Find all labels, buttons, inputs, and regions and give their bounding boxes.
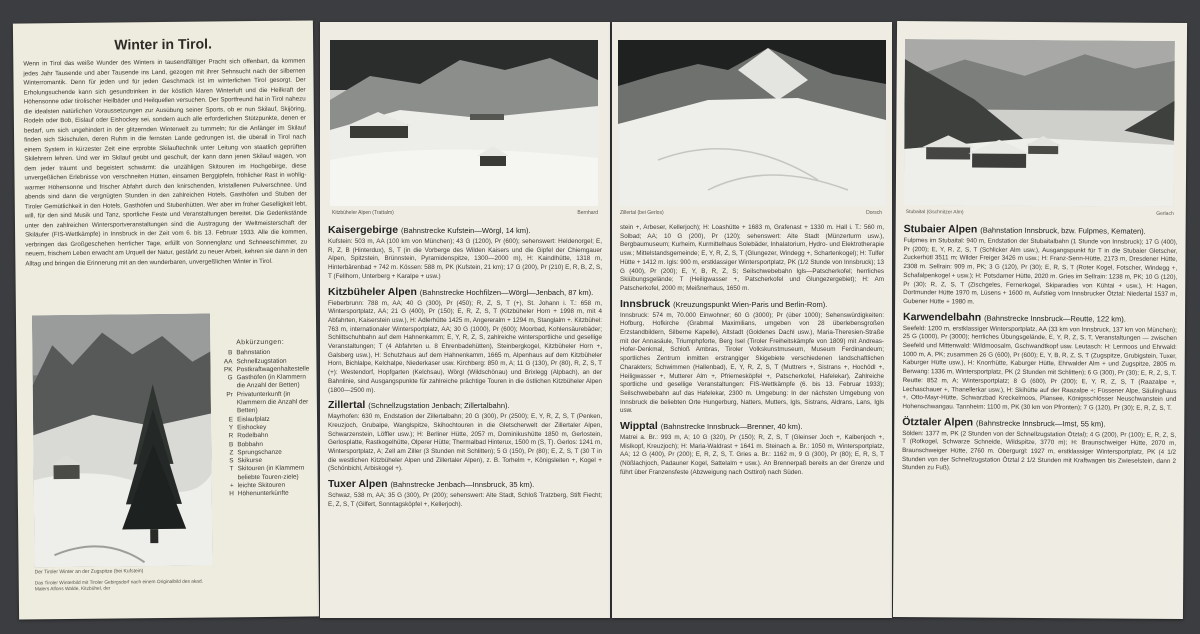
photo-caption: Stubaital (Gschnitzer Alm)	[905, 209, 964, 216]
abbreviation-value: Bobbahn	[237, 440, 263, 448]
section-heading	[902, 416, 1176, 431]
section-route: (Bahnstrecke Innsbruck—Brenner, 40 km).	[660, 422, 803, 432]
section-title: Stubaier Alpen	[903, 223, 978, 236]
section-route: (Schnellzugstation Jenbach; Zillertalbahn).	[368, 401, 510, 411]
section-route: (Bahnstation Innsbruck, bzw. Fulpmes, Kematen).	[980, 225, 1146, 236]
photo-caption: Kitzbüheler Alpen (Trattalm)	[332, 210, 394, 216]
section-route: (Bahnstrecke Innsbruck—Imst, 55 km).	[975, 418, 1106, 429]
section-list	[620, 298, 884, 478]
abbreviation-key: AA	[223, 357, 233, 365]
section-text: Fulpmes im Stubaital: 940 m, Endstation der Stubaitalbahn (1 Stunde von Innsbruck); 17 G (400), Pr (200); E, Y, R, Z, S, T (Schlicker Alm usw.), Ausgangspunkt für T in die Stubaier Gletscher, Zuckerhütl 3511 m; Wilder Freiger 3426 m usw.; H: Franz-Senn-Hütte, 2173 m, Dresdener Hütte, 2308 m. Sellrain: 909 m, PK; 3 G (120), Pr (30); E, R, S, T (Roter Kogel, Fotscher, Windegg +, Schafalpenkogel + usw.); H: Potsdamer Hütte, 2020 m. Gries im Sellrain: 1238 m, PK; 10 G (120), Pr (30); R, Z, S, T (Zischgeles, Fernerkogel, Skiparadies von Kühtai + usw.), H: Hagen, Dortmunder Hütte 1970 m, Lüsens + 1600 m, Aufstieg vom Innsbrucker Ötztal: Niedertal 1537 m, Gubener Hütte + 1980 m.	[903, 237, 1178, 306]
section-title: Kaisergebirge	[328, 224, 399, 236]
photo-credit: Dorsch	[866, 210, 882, 216]
panel-text-body	[620, 224, 884, 610]
alpine-village-photo	[904, 39, 1175, 207]
photo-credit: Bernhard	[577, 210, 598, 216]
abbreviation-key: Pr	[226, 391, 233, 399]
abbreviation-value: Skikurse	[237, 457, 263, 465]
section-text: Fieberbrunn: 788 m, AA; 40 G (300), Pr (450); R, Z, S, T (+), St. Johann i. T.: 658 m, Wintersportplatz, AA; 21 G (400), Pr (150); E, R, Z, S, T (Kitzbüheler Horn + 1998 m, mit 4 Abfahrten, Kaiserstein usw.), H: Adlerhütte 1425 m, Angereralm + 1294 m, Stanglalm +. Kitzbühel: 763 m, internationaler Wintersportplatz, AA; 30 G (1000), Pr (600); Moorbad, Kohlensäurebäder; Schlittschuhbahn auf dem Hahnenkamm; E, Y, R, Z, S, zahlreiche wintersportliche und gesellige Veranstaltungen; T (4 Abfahrten u. 8 Ehrenbadehütten), Steinbergkogel, Kitzbüheler Horn +, Galsberg usw.), H: Schutzhaus auf dem Hahnenkamm, 1665 m, Alpenhaus auf dem Kitzbüheler Horn, Bichlalpe, Kelchalpe, Niederkaser usw. Kirchberg: 850 m, A; 11 G (130), Pr (80), R, Z, S, T (+): Westendorf, Hopfgarten (Kelchsau), Wörgl (Wildschönau) und Brixlegg (Alpbach), an der Bahnlinie, sind Ausgangspunkte für zahlreiche prächtige Touren in die östlichen Kitzbüheler Alpen (1800—2500 m).	[328, 299, 602, 394]
abbreviation-key: Z	[229, 449, 234, 457]
section-text: Mayrhofen: 630 m, Endstation der Zillertalbahn; 20 G (300), Pr (2500); E, Y, R, Z, S, T (Penken, Kreuzjoch, Grubalpe, Wanglspitze, Skihochtouren in die Gletscherwelt der Zillertaler Alpen, Schwarzenstein, Löffler usw.); H: Berliner Hütte, 2057 m, Dominikushütte 1850 m, Gerlostein, Gerlosplatte, Rastkogelhütte, Olperer Hütte; Thermalbad Hinterux, 1500 m (S, T). Gerlos: 1241 m, Wintersportplatz, A; Zell am Ziller (3 Stunden mit Schlitten); 5 G (150), Pr (80); E, Z, S, T (30 T in die westlichen Kitzbüheler Alpen und Zillertaler Alpen), z. B. Torhelm +, Königsleiten +, Kogel + (Schönbichl, Arbiskogel +).	[328, 413, 602, 473]
panel-stubaier-alpen	[893, 21, 1187, 619]
abbreviation-value: Höhenunterkünfte	[237, 490, 289, 498]
section-text: Seefeld: 1200 m, erstklassiger Wintersportplatz, AA (33 km von Innsbruck, 137 km von München); 25 G (1000), Pr (3000); herrliches Übungsgelände, E, Y, R, Z, S, T, Veranstaltungen — zwischen Seefeld und Mittenwald: Wildmoosalm, Gschwandtkopf usw. Leutasch: H: Lermoos und Ehrwald: 1000 m, A, PK; zusammen 26 G (600), Pr (600); E, Y, B, R, Z, S, T (Zugspitze, Grubigstein, Tuxer, Kaburger Hütte usw.), H: Knorrhütte, Kaburger Hütte, Ehrwalder Alm + und Zugspitze, 2805 m. Berwang: 1336 m, Wintersportplatz, PK (2 Stunden mit Schlitten); 6 G (300), Pr (30); E, R, Z, S, T. Reutte: 852 m, A; Wintersportplatz; 8 G (600), Pr (200); E, Y, R, Z, S, T (Raazalpe +, Lechaschauer +, Thanellerkar usw.), H: Skihütte auf der Raazalpe +; Füssener Alpe, Säulinghaus +, Otto-Mayr-Hütte, Schwarzbad Kreckelmoos, Plansee, Königsschlösser Neuschwanstein und Hohenschwangau. Tannheim: 1100 m, PK (30 km von Pfronten); 7 G (120), Pr (30); E, R, Z, S, T.	[902, 324, 1177, 412]
abbreviation-value: Gasthöfen (in Klammern die Anzahl der Betten)	[236, 373, 306, 390]
snow-huts-photo	[330, 40, 598, 206]
panel-innsbruck	[612, 22, 892, 618]
panel-kaisergebirge	[320, 22, 610, 618]
abbreviation-key: Y	[228, 424, 234, 432]
abbreviations-title: Abkürzungen:	[236, 338, 285, 347]
section-title: Zillertal	[328, 399, 366, 412]
region-section	[328, 286, 602, 396]
section-heading	[328, 286, 602, 299]
continued-text: stein +, Arbeser, Kellerjoch); H: Loashütte + 1683 m, Grafenast + 1330 m. Hall i. T.: 560 m, Solbad; AA; 10 G (200), Pr (120); sehenswert: Alte Stadt (Münzerturm usw.), Bergbaumuseum; Kurheim, Kurmittelhaus Solebäder, Inhalatorium, Hydro- und Elektrotherapie usw.; Mittelstandsgemeinde; E, Y, R, Z, S, T (Glungezer, Windegg +, Schartenkogel); H: Tulfer Hütte + 1412 m. Igls: 900 m, erstklassiger Wintersportplatz, PK (1/2 Stunde von Innsbruck); 13 G (400), Pr (200); E, Y, B, R, Z, S; Seilschwebebahn Igls—Patscherkofel; herrliches Skiübungsgelände; T (Heiligwasser +, Patscherkofel und Glungezergebiet); H: Am Patscherkofel, 2000 m; Meißnerhaus, 1650 m.	[620, 224, 884, 292]
section-text: Kufstein: 503 m, AA (100 km von München); 43 G (1200), Pr (600); sehenswert: Heldenorgel; E, R, Z, B (Hinterdux), S, T (in die Vorberge des Wilden Kaisers und die Gipfel der Chiemgauer Alpen, Spitzstein, Brünnstein, Pyramidenspitze, 1300—2000 m), H: Kaindlhütte, 1318 m, Hinterbärenbad + 742 m. Kössen: 588 m, PK (Kufstein, 21 km); 17 G (200), Pr (210) E, R, B, Z, S, T (Fellhorn, Unterberg + Karalpe + usw.)	[328, 238, 602, 280]
section-title: Tuxer Alpen	[328, 478, 388, 491]
section-heading	[904, 223, 1178, 238]
section-title: Kitzbüheler Alpen	[328, 285, 417, 298]
abbreviation-key: B	[228, 349, 233, 357]
section-route: (Kreuzungspunkt Wien-Paris und Berlin-Rom).	[673, 299, 828, 309]
abbreviation-key: H	[229, 490, 234, 498]
panel-text-body	[328, 224, 602, 610]
abbreviation-value: leichte Skitouren	[237, 481, 286, 490]
abbreviations-list	[212, 349, 310, 499]
section-text: Innsbruck: 574 m, 70.000 Einwohner; 60 G (3000); Pr (über 1000); Sehenswürdigkeiten: Hofburg, Hofkirche (Grabmal Maximilians, umgeben von 28 überlebensgroßen Erzstandbildern, Silberne Kapelle), Altstadt (Goldenes Dachl usw.), Maria-Theresien-Straße mit der Annasäule, Triumphpforte, Berg Isel (Tiroler Freiheitskämpfe von 1809) mit Andreas-Hofer-Denkmal, Schloß Ambras, Tiroler Volkskunstmuseum, Museum Ferdinandeum; sportliches Zentrum inmitten erstrangiger Skigebiete verschiedenen landschaftlichen Charakters; Schwimmen (Hallenbad), E, Y, R, Z, S, T (Muttrers +, Sistrans +, Hochödl +, Heiligwasser +, Mutterer Alm +, Pfriemesköpfel +, Patscherkofel, Hafelekar), Zahlreiche sportliche und gesellige Veranstaltungen: FIS-Wettkämpfe (6. bis 13. Februar 1933); Seilschwebebahn auf das Hafelekar, 2300 m. Umgebung: In der nächsten Umgebung von Innsbruck die beliebten Orte Hungerburg, Natters, Mutters, Igls, Sistrans, Aldrans, Lans, Igls usw.	[620, 311, 884, 415]
section-heading	[328, 478, 602, 491]
section-route: (Bahnstrecke Kufstein—Wörgl, 14 km).	[400, 226, 531, 235]
region-section	[903, 223, 1178, 309]
section-title: Karwendelbahn	[902, 310, 982, 324]
abbreviation-value: Rodelbahn	[237, 432, 269, 440]
abbreviation-value: Skitouren (in Klammern beliebte Touren-ziele)	[237, 465, 305, 482]
abbreviation-key: B	[229, 440, 234, 448]
region-section	[328, 224, 602, 282]
section-text: Sölden: 1377 m, PK (2 Stunden von der Schnellzugstation Ötztal); 4 G (200), Pr (100); E, R, Z, S, T (Rotkogel, Schwarze Schneide, Wildspitze, 3770 m); H: Braunschweiger Hütte, 2070 m, Braunschweiger Hütte, 2760 m. Obergurgl: 1927 m, erstklassiger Wintersportplatz, PK (4 1/2 Stunden von der Schnellzugstation Ötztal 2 1/2 Stunden mit Kraftwagen bis Zwieselstein, dann 2 Stunden zu Fuß).	[901, 429, 1177, 472]
section-heading	[620, 298, 884, 311]
section-heading	[328, 224, 602, 237]
region-section	[328, 399, 602, 474]
abbreviation-value: Eislaufplatz	[237, 415, 270, 423]
region-section	[902, 311, 1177, 414]
abbreviation-key: T	[229, 465, 234, 473]
photo-caption: Der Tiroler Winter an der Zugspitze (bei Kufstein)	[34, 568, 144, 576]
abbreviations-legend	[212, 339, 311, 598]
photo-credit: Gerlach	[1156, 210, 1174, 217]
section-text: Schwaz, 538 m, AA; 35 G (300), Pr (200); sehenswert: Alte Stadt, Schloß Tratzberg, Stift Fiecht; E, Z, S, T (Gilfert, Sonntagsköpfel +, Kellerjoch).	[328, 492, 602, 508]
abbreviation-key: S	[229, 457, 234, 465]
section-route: (Bahnstrecke Jenbach—Innsbruck, 35 km).	[390, 480, 535, 490]
panel-winter-in-tirol	[13, 20, 319, 619]
abbreviation-key: +	[229, 482, 234, 490]
section-heading	[328, 399, 602, 412]
region-section	[902, 416, 1176, 475]
abbreviation-row	[214, 465, 310, 483]
section-route: (Bahnstrecke Innsbruck—Reutte, 122 km).	[984, 313, 1126, 324]
abbreviation-key: E	[228, 415, 234, 424]
abbreviation-key: G	[227, 374, 233, 382]
section-text: Matrei a. Br.: 993 m, A; 10 G (320), Pr (150); R, Z, S, T (Gleinser Joch +, Kalbenjoch +, Mislkopf, Kreuzjoch); H: Maria-Waldrast + 1641 m. Steinach a. Br.: 1050 m, Wintersportplatz, AA; 12 G (400), Pr (200); E, R, Z, S, T. Gries a. Br.: 1162 m, 9 G (300), Pr (80); E, R, S, T (Nößlachjoch, Padauner Kogel, Sattelalm + usw.). An Brennerpaß bereits an der Grenze und führt über Franzensfeste (Abzweigung nach Osttirol) nach Süden.	[620, 434, 884, 476]
section-heading	[620, 420, 884, 433]
abbreviation-row	[213, 374, 309, 392]
abbreviation-value: Privatunterkunft (in Klammern die Anzahl der Betten)	[236, 390, 309, 415]
section-title: Wipptal	[620, 420, 658, 433]
abbreviation-row	[214, 490, 310, 499]
abbreviation-value: Schnellzugstation	[236, 357, 287, 365]
photo-credit: Das Tiroler Winterbild mit Tiroler Gebirgsdorf nach einem Originalbild des akad. Malers Alfons Walde, Kitzbühel, der	[34, 579, 204, 593]
region-section	[328, 478, 602, 509]
abbreviation-value: Postkraftwagenhaltestelle	[236, 365, 310, 374]
abbreviation-key: PK	[223, 366, 233, 374]
section-route: (Bahnstrecke Hochfilzen—Wörgl—Jenbach, 87 km).	[419, 287, 594, 297]
intro-text: Wenn in Tirol das weiße Wunder des Winters in tausendfältiger Pracht sich offenbart, da kommen jedes Jahr Tausende und aber Tausende ins Land, gezogen mit ihrer Sehnsucht nach der silbernen Winterromantik. Denn für jeden und für jeden Geschmack ist im winterlichen Tirol gesorgt. Der Erholungsuchende kann sich gesundtrinken in der köstlich klaren Winterluft und die Heilkraft der Höhensonne oder tirolischer Heilbäder und Heilquellen versuchen. Der Sportfreund hat in Tirol nahezu die idealsten natürlichen Voraussetzungen zur Ausübung seiner Sports, ob er nun Skilauf, Skijöring, Rodeln oder Bob, Eislauf oder Eishockey sei, sondern auch alle erforderlichen Stützpunkte, denen er bedarf, um sich ungehindert in der glitzernden Winterwelt zu tummeln; für die Anfänger im Skilauf finden sich Skischulen, deren Ruhm in die fernsten Lande gedrungen ist, die überall in Tirol nach einem System in kürzester Zeit eine erprobte Skilauftechnik unter Leitung von staatlich geprüften Skilehrern lehren. Und wer im Skilauf geübt und geschult, der kann dann jenen Skilauf wagen, von dem jeder träumt und begeistert schwärmt: die unzähligen Skitouren im Hochgebirge, diese unvergeßlichen Erlebnisse von verschneiten Hütten, einsamen Berggipfeln, fröhlicher Rast in wohlig-warmer Höhensonne und frischer Abfahrt durch den knirschenden, kristallenen Pulverschnee. Und abends sind dann die vergnügten Stunden in den zahlreichen Hotels, Gasthöfen und Stuben der Tiroler Gemütlichkeit in den Hotels, Gasthöfen und Stubenhütten. Wer aber im froher Geselligkeit lebt, will, für den sind Musik und Tanz, sportliche Feste und Veranstaltungen bereitet. Die Gedenkstände unter den zahlreichen Wintersportveranstaltungen sind die Austragung der Weltmeisterschaft der Skiläufer (FIS-Wettkämpfe) in Innsbruck in der Zeit vom 6. bis 13. Februar 1933. Alle die kommen, verbringen das Großgeschehen herrlicher Tage, erfüllt von Sonnenglanz und Schneeschimmer, zu neuem, frischem Leben erwacht am Urquell der Natur, gestärkt zu neuer Arbeit, kehren sie dann in den Alltag und bringen die Erinnerung mit an den wunderbaren, unvergeßlichen Winter in Tirol.	[23, 57, 308, 267]
panel-text-body	[901, 223, 1178, 611]
mountain-slope-photo	[618, 40, 886, 206]
abbreviation-value: Bahnstation	[236, 349, 271, 357]
abbreviation-row	[213, 390, 309, 416]
section-heading	[903, 311, 1177, 326]
page-title: Winter in Tirol.	[114, 35, 213, 53]
abbreviation-key: R	[228, 432, 234, 440]
abbreviation-value: Eishockey	[237, 423, 267, 432]
region-section	[620, 298, 884, 416]
section-title: Innsbruck	[620, 297, 671, 310]
section-title: Ötztaler Alpen	[902, 415, 974, 429]
photo-caption: Zillertal (bei Gerlos)	[620, 210, 664, 216]
winter-village-photo	[32, 314, 213, 568]
region-section	[620, 420, 884, 478]
abbreviation-value: Sprungschanze	[237, 448, 282, 457]
